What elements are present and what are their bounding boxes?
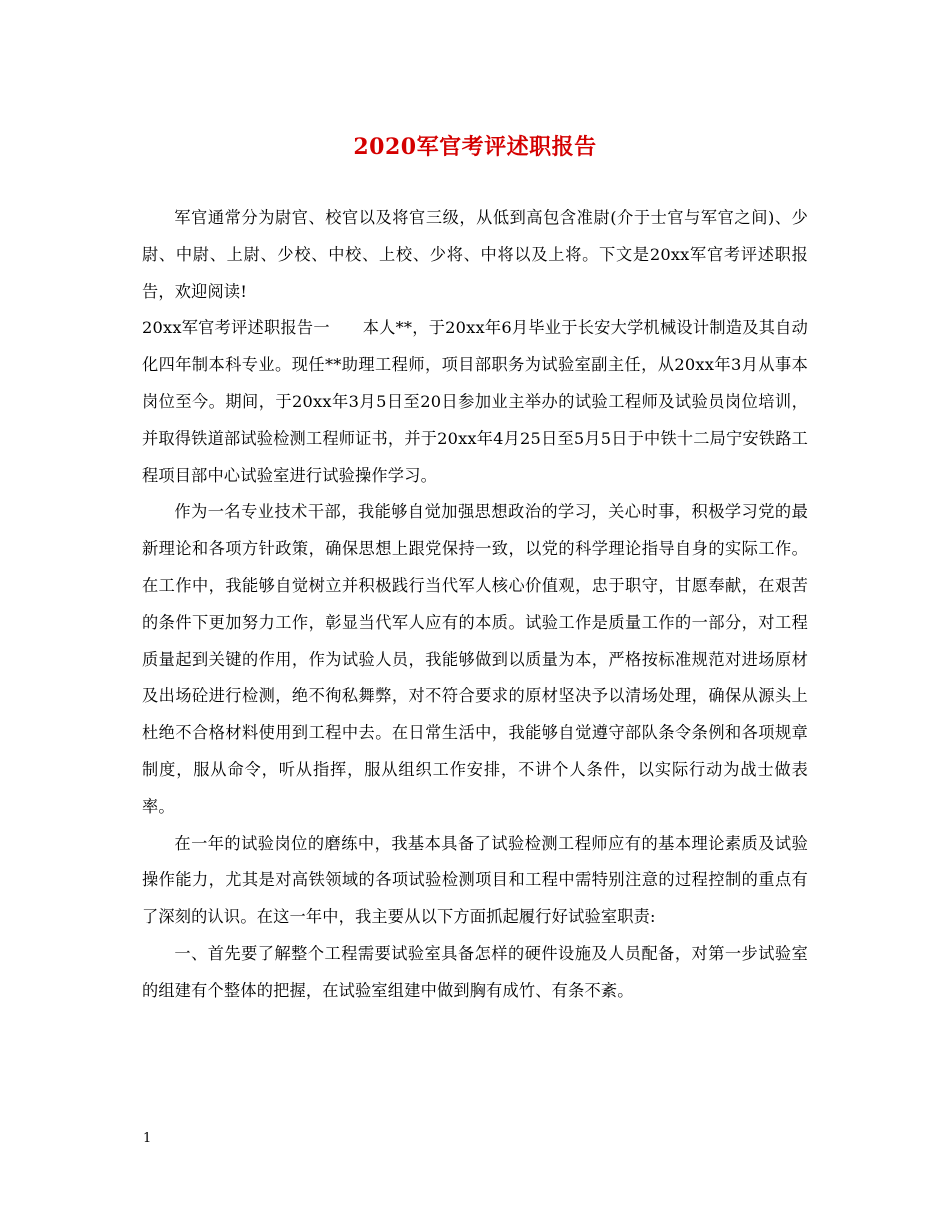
- paragraph-political-study: 作为一名专业技术干部，我能够自觉加强思想政治的学习，关心时事，积极学习党的最新理论和各项方针政策，确保思想上跟党保持一致，以党的科学理论指导自身的实际工作。在工作中，我能够自觉树立并积极践行当代军人核心价值观，忠于职守，甘愿奉献，在艰苦的条件下更加努力工作，彰显当代军人应有的本质。试验工作是质量工作的一部分，对工程质量起到关键的作用，作为试验人员，我能够做到以质量为本，严格按标准规范对进场原材及出场砼进行检测，绝不徇私舞弊，对不符合要求的原材坚决予以清场处理，确保从源头上杜绝不合格材料使用到工程中去。在日常生活中，我能够自觉遵守部队条令条例和各项规章制度，服从命令，听从指挥，服从组织工作安排，不讲个人条件，以实际行动为战士做表率。: [142, 502, 808, 816]
- document-title: 2020军官考评述职报告: [353, 134, 597, 160]
- page-number: 1: [143, 1131, 152, 1146]
- paragraph-lab-experience: 在一年的试验岗位的磨练中，我基本具备了试验检测工程师应有的基本理论素质及试验操作能力，尤其是对高铁领域的各项试验检测项目和工程中需特别注意的过程控制的重点有了深刻的认识。在这一年中，我主要从以下方面抓起履行好试验室职责:: [142, 833, 808, 927]
- document-body: [142, 200, 808, 1010]
- paragraph-report-one: 20xx军官考评述职报告一 本人**，于20xx年6月毕业于长安大学机械设计制造及其自动化四年制本科专业。现任**助理工程师，项目部职务为试验室副主任，从20xx年3月从事本岗位至今。期间，于20xx年3月5日至20日参加业主举办的试验工程师及试验员岗位培训，并取得铁道部试验检测工程师证书，并于20xx年4月25日至5月5日于中铁十二局宁安铁路工程项目部中心试验室进行试验操作学习。: [142, 318, 808, 485]
- paragraph-intro: 军官通常分为尉官、校官以及将官三级，从低到高包含准尉(介于士官与军官之间)、少尉、中尉、上尉、少校、中校、上校、少将、中将以及上将。下文是20xx军官考评述职报告，欢迎阅读!: [142, 208, 808, 301]
- paragraph-point-one: 一、首先要了解整个工程需要试验室具备怎样的硬件设施及人员配备，对第一步试验室的组建有个整体的把握，在试验室组建中做到胸有成竹、有条不紊。: [142, 943, 808, 1000]
